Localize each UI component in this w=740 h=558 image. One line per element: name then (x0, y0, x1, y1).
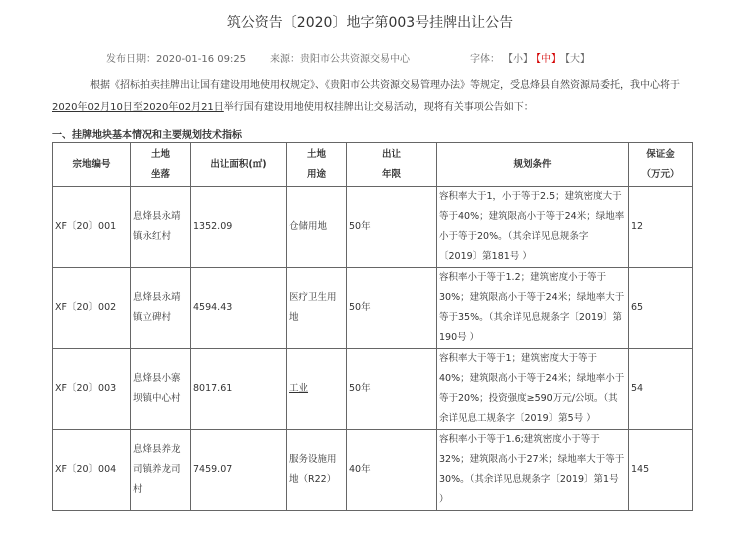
land-table (52, 142, 693, 511)
header-code: 宗地编号 (53, 143, 131, 187)
font-small-button[interactable]: 【小】 (503, 54, 533, 65)
cell-deposit: 12 (629, 187, 693, 268)
header-use-b: 用途 (306, 168, 326, 180)
header-location-a: 土地 (150, 148, 170, 160)
cell-term: 40年 (347, 430, 437, 511)
table-row (53, 349, 693, 430)
header-deposit-a: 保证金 (646, 148, 675, 160)
cell-area: 4594.43 (191, 268, 287, 349)
page-title: 筑公资告〔2020〕地字第003号挂牌出让公告 (226, 15, 514, 31)
header-use-a: 土地 (306, 148, 326, 160)
table-header-row (53, 143, 693, 187)
header-plan: 规划条件 (437, 143, 629, 187)
cell-use: 医疗卫生用地 (287, 268, 347, 349)
cell-plan: 容积率大于1，小于等于2.5；建筑密度大于等于40%；建筑限高小于等于24米；绿地率小于等于20%。（其余详见息规条字〔2019〕第181号 ） (437, 187, 629, 268)
header-deposit-b: （万元） (641, 168, 680, 180)
cell-code: XF〔20〕003 (53, 349, 131, 430)
cell-plan: 容积率小于等于1.6;建筑密度小于等于32%；建筑限高小于27米；绿地率大于等于30%。（其余详见息规条字〔2019〕第1号 ） (437, 430, 629, 511)
section-heading: 一、挂牌地块基本情况和主要规划技术指标 (52, 130, 242, 141)
intro-paragraph-2 (52, 100, 692, 116)
table-row (53, 268, 693, 349)
cell-deposit: 65 (629, 268, 693, 349)
source: 来源：贵阳市公共资源交易中心 (270, 54, 410, 65)
cell-term: 50年 (347, 187, 437, 268)
publish-date: 发布日期：2020-01-16 09:25 (106, 54, 247, 65)
cell-use-text: 工业 (289, 383, 309, 394)
cell-term: 50年 (347, 349, 437, 430)
header-location-b: 坐落 (150, 168, 170, 180)
font-size-label: 字体： (470, 54, 500, 65)
date-range: 2020年02月10日至2020年02月21日 (52, 102, 224, 113)
cell-code: XF〔20〕004 (53, 430, 131, 511)
cell-term: 50年 (347, 268, 437, 349)
cell-plan: 容积率小于等于1.2；建筑密度小于等于30%；建筑限高小于等于24米；绿地率大于等于35%。（其余详见息规条字〔2019〕第190号 ） (437, 268, 629, 349)
header-location (131, 143, 191, 187)
intro-line-1: 根据《招标拍卖挂牌出让国有建设用地使用权规定》、《贵阳市公共资源交易管理办法》等规定，受息烽县自然资源局委托，我中心将于 (90, 80, 680, 91)
intro-paragraph (52, 78, 692, 94)
cell-code: XF〔20〕001 (53, 187, 131, 268)
font-medium-button[interactable]: 【中】 (531, 54, 561, 65)
cell-location: 息烽县小寨坝镇中心村 (131, 349, 191, 430)
cell-area: 8017.61 (191, 349, 287, 430)
font-large-button[interactable]: 【大】 (560, 54, 590, 65)
header-term-b: 年限 (381, 168, 401, 180)
cell-use: 仓储用地 (287, 187, 347, 268)
header-term (347, 143, 437, 187)
table-row (53, 430, 693, 511)
intro-line-2: 举行国有建设用地使用权挂牌出让交易活动，现将有关事项公告如下： (223, 102, 534, 113)
cell-deposit: 145 (629, 430, 693, 511)
cell-location: 息烽县养龙司镇养龙司村 (131, 430, 191, 511)
cell-use (287, 349, 347, 430)
cell-area: 7459.07 (191, 430, 287, 511)
header-area: 出让面积(㎡) (191, 143, 287, 187)
header-deposit (629, 143, 693, 187)
header-term-a: 出让 (381, 148, 401, 160)
header-use (287, 143, 347, 187)
cell-code: XF〔20〕002 (53, 268, 131, 349)
cell-location: 息烽县永靖镇永红村 (131, 187, 191, 268)
cell-location: 息烽县永靖镇立碑村 (131, 268, 191, 349)
cell-use: 服务设施用地（R22） (287, 430, 347, 511)
table-row (53, 187, 693, 268)
cell-plan: 容积率大于等于1；建筑密度大于等于40%；建筑限高小于等于24米；绿地率小于等于20%；投资强度≥590万元/公顷。（其余详见息工规条字〔2019〕第5号 ） (437, 349, 629, 430)
cell-deposit: 54 (629, 349, 693, 430)
cell-area: 1352.09 (191, 187, 287, 268)
